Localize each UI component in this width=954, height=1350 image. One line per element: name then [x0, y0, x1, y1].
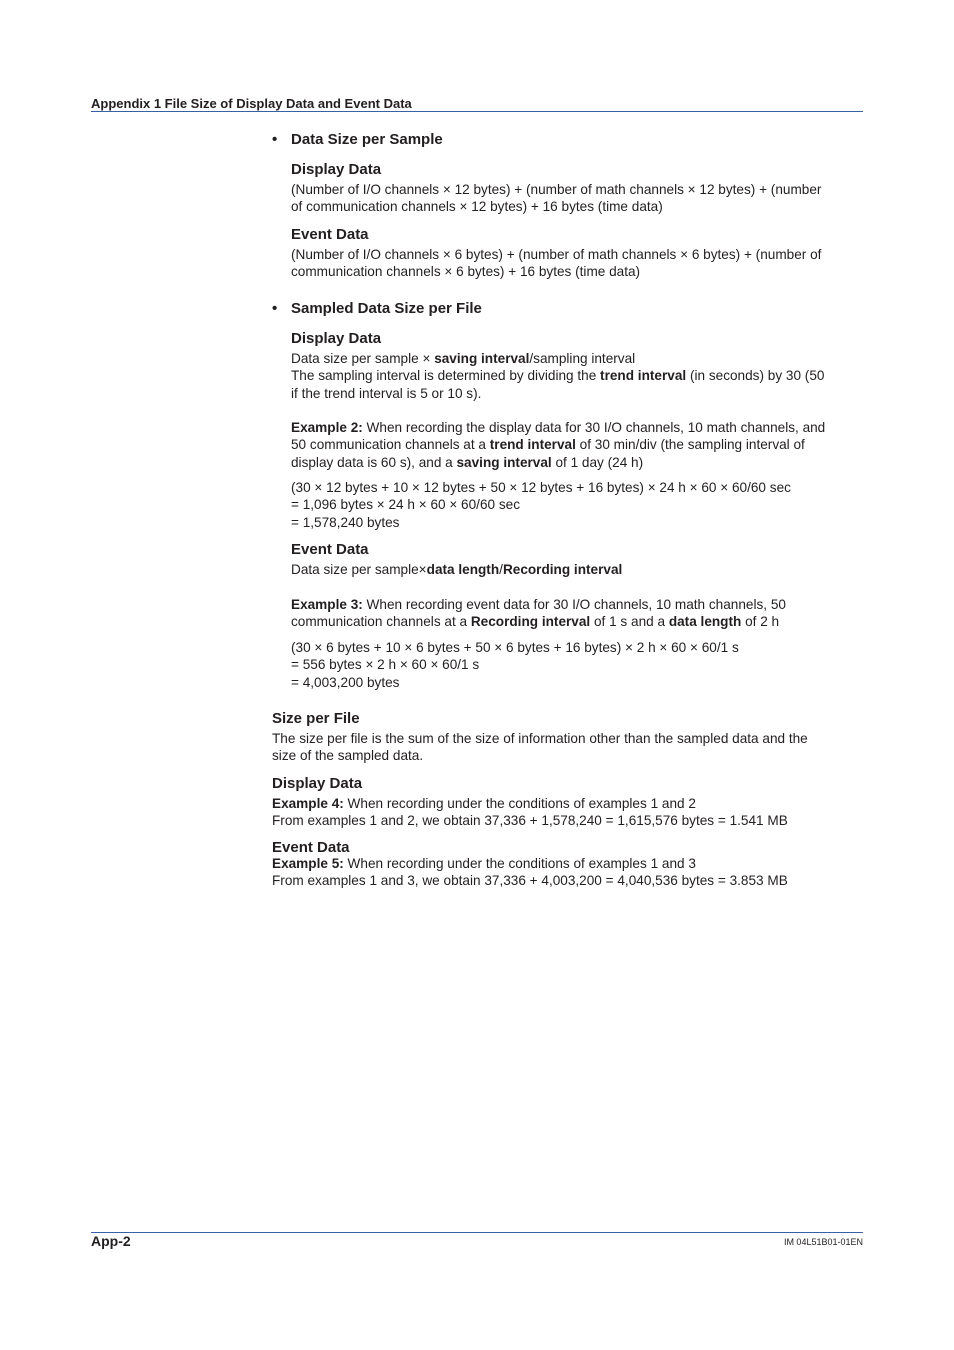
- example-3-calculation: [291, 639, 739, 691]
- example-4: [272, 795, 788, 830]
- page-header-title: Appendix 1 File Size of Display Data and Event Data: [91, 96, 412, 111]
- text-line: (Number of I/O channels × 6 bytes) + (number of math channels × 6 bytes) + (number of: [291, 247, 822, 262]
- text-run: When recording event data for 30 I/O channels, 10 math channels, 50: [362, 597, 786, 612]
- example-label: Example 5:: [272, 856, 344, 871]
- calc-line: = 4,003,200 bytes: [291, 674, 400, 690]
- text-line: [272, 855, 788, 872]
- header-rule: [91, 111, 863, 112]
- calc-line: = 1,578,240 bytes: [291, 514, 400, 530]
- term-trend-interval: trend interval: [600, 368, 687, 384]
- text-line: of communication channels × 12 bytes) + 16 bytes (time data): [291, 199, 663, 215]
- text-line: [291, 419, 825, 436]
- text-run: When recording the display data for 30 I/O channels, 10 math channels, and: [362, 420, 826, 435]
- text-line: [291, 436, 825, 453]
- text-line: [291, 367, 824, 384]
- bullet: •: [272, 300, 278, 317]
- text-line: [291, 561, 622, 578]
- subheading-event-data: Event Data: [291, 541, 369, 558]
- section-heading-sampled-data-size: [272, 300, 482, 318]
- section-heading-size-per-file: Size per File: [272, 710, 360, 727]
- text-run: /: [499, 562, 503, 577]
- text-run: When recording under the conditions of examples 1 and 2: [343, 796, 696, 811]
- text-run: of 1 s and a: [590, 614, 669, 630]
- calc-line: = 556 bytes × 2 h × 60 × 60/1 s: [291, 657, 480, 673]
- text-run: 50 communication channels at a: [291, 437, 490, 453]
- event-data-formula: [291, 246, 821, 281]
- subheading-event-data: Event Data: [291, 226, 369, 243]
- text-run: Data size per sample ×: [291, 351, 435, 366]
- page-number: App-2: [91, 1233, 131, 1249]
- section-heading-data-size-per-sample: [272, 131, 443, 149]
- term-saving-interval: saving interval: [456, 454, 552, 470]
- text-line: [291, 350, 824, 367]
- display-sampled-formula: [291, 350, 824, 402]
- text-run: of 1 day (24 h): [551, 454, 644, 470]
- example-2-calculation: [291, 479, 791, 531]
- subheading-display-data: Display Data: [272, 775, 363, 792]
- text-line: The size per file is the sum of the size of information other than the sampled data and the: [272, 731, 808, 746]
- example-2: [291, 419, 825, 471]
- example-3: [291, 596, 786, 631]
- document-id: IM 04L51B01-01EN: [783, 1237, 863, 1247]
- text-line: [291, 596, 786, 613]
- text-line: From examples 1 and 2, we obtain 37,336 + 1,578,240 = 1,615,576 bytes = 1.541 MB: [272, 813, 788, 829]
- event-sampled-formula: [291, 561, 622, 578]
- bullet: •: [272, 131, 278, 148]
- text-run: When recording under the conditions of examples 1 and 3: [343, 856, 696, 871]
- text-line: From examples 1 and 3, we obtain 37,336 + 4,003,200 = 4,040,536 bytes = 3.853 MB: [272, 873, 788, 889]
- term-recording-interval: Recording interval: [470, 614, 591, 630]
- subheading-display-data: Display Data: [291, 161, 382, 178]
- calc-line: (30 × 12 bytes + 10 × 12 bytes + 50 × 12 bytes + 16 bytes) × 24 h × 60 × 60/60 sec: [291, 480, 791, 495]
- section-heading-text: Sampled Data Size per File: [291, 300, 482, 317]
- subheading-event-data: Event Data: [272, 839, 350, 856]
- calc-line: = 1,096 bytes × 24 h × 60 × 60/60 sec: [291, 497, 521, 513]
- text-run: /sampling interval: [529, 351, 636, 366]
- text-run: of 30 min/div (the sampling interval of: [575, 437, 805, 453]
- text-run: Data size per sample×: [291, 562, 427, 577]
- footer-rule: [91, 1232, 863, 1233]
- section-heading-text: Data Size per Sample: [291, 131, 443, 148]
- term-trend-interval: trend interval: [489, 437, 576, 453]
- text-line: if the trend interval is 5 or 10 s).: [291, 385, 482, 401]
- text-run: (in seconds) by 30 (50: [686, 368, 825, 384]
- example-5: [272, 855, 788, 890]
- example-label: Example 3:: [291, 597, 363, 612]
- text-run: communication channels at a: [291, 614, 471, 630]
- term-saving-interval: saving interval: [434, 351, 530, 366]
- text-line: communication channels × 6 bytes) + 16 bytes (time data): [291, 264, 641, 280]
- text-line: [291, 454, 825, 471]
- text-line: size of the sampled data.: [272, 748, 424, 764]
- subheading-display-data: Display Data: [291, 330, 382, 347]
- term-data-length: data length: [668, 614, 742, 630]
- text-line: (Number of I/O channels × 12 bytes) + (number of math channels × 12 bytes) + (number: [291, 182, 822, 197]
- text-run: of 2 h: [741, 614, 780, 630]
- calc-line: (30 × 6 bytes + 10 × 6 bytes + 50 × 6 bytes + 16 bytes) × 2 h × 60 × 60/1 s: [291, 640, 739, 655]
- size-per-file-description: [272, 730, 808, 765]
- example-label: Example 2:: [291, 420, 363, 435]
- example-label: Example 4:: [272, 796, 344, 811]
- display-data-formula: [291, 181, 821, 216]
- text-line: [291, 613, 786, 630]
- text-run: The sampling interval is determined by dividing the: [291, 368, 601, 384]
- text-line: [272, 795, 788, 812]
- text-run: display data is 60 s), and a: [291, 454, 457, 470]
- term-data-length: data length: [426, 562, 500, 577]
- term-recording-interval: Recording interval: [502, 562, 623, 577]
